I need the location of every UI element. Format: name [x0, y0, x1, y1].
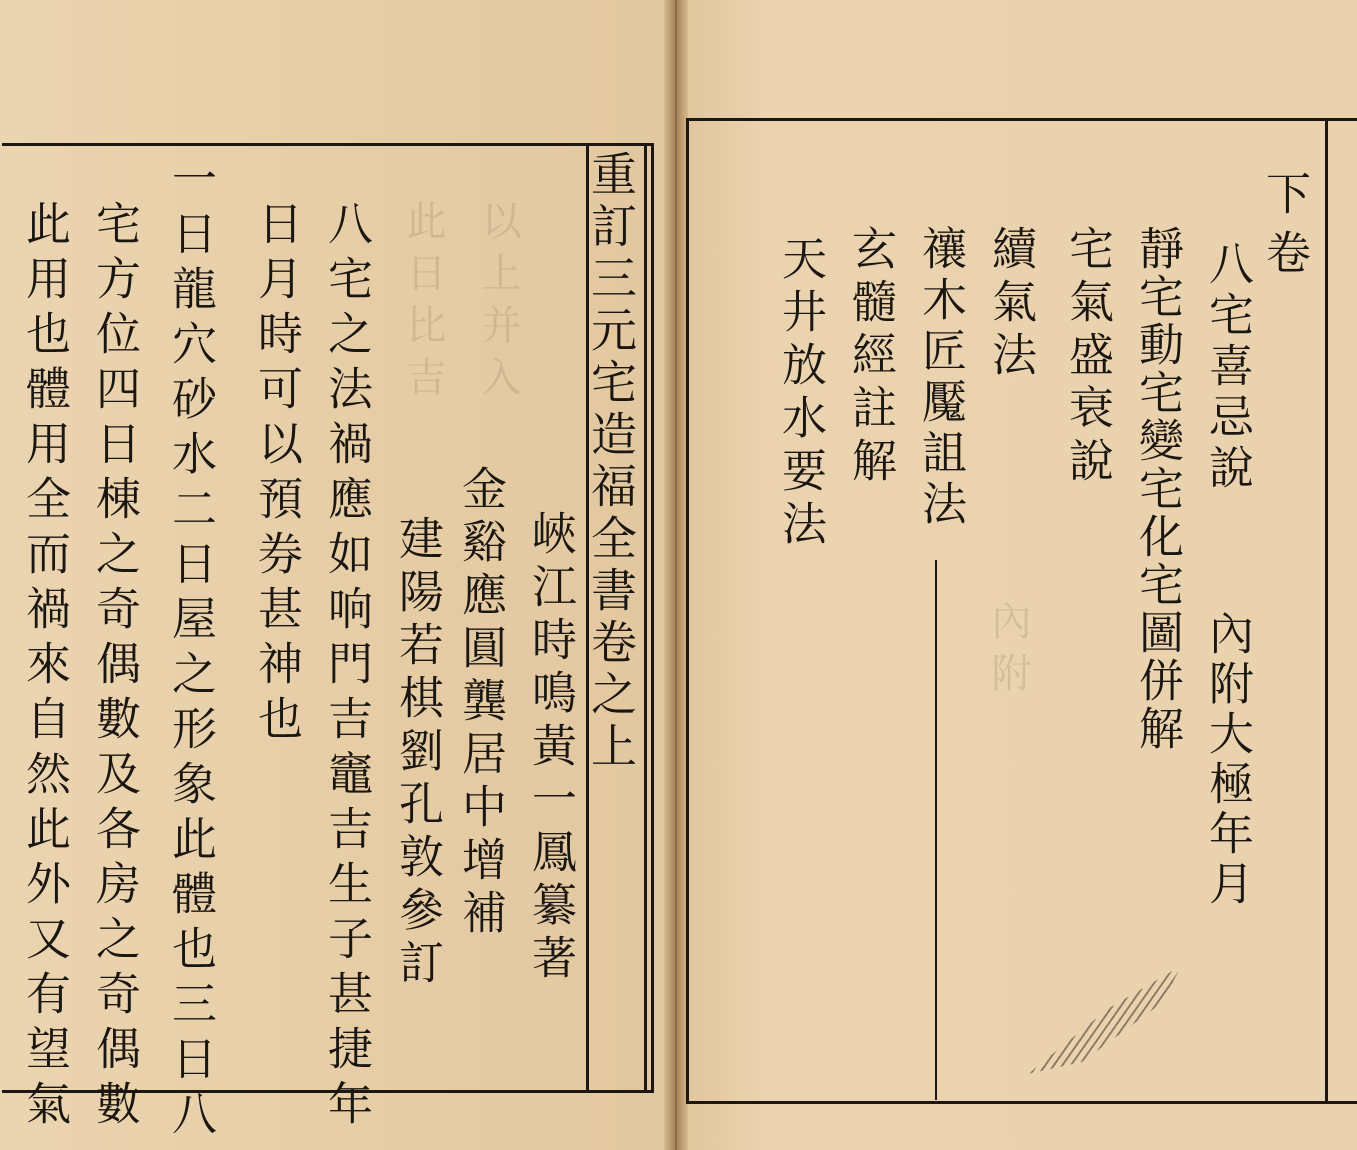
contents-note: 內附大極年月 — [1201, 610, 1254, 910]
book-gutter — [664, 0, 688, 1150]
volume-heading: 下卷 — [1258, 170, 1311, 288]
body-text-column-3: 一日龍穴砂水二日屋之形象此體也三日八 — [164, 155, 217, 1145]
body-text-column-1: 八宅之法禍應如响門吉竈吉生子甚捷年 — [320, 200, 373, 1135]
body-text-column-4: 宅方位四日棟之奇偶數及各房之奇偶數 — [88, 200, 141, 1135]
contents-entry-3: 宅氣盛衰說 — [1061, 225, 1114, 490]
divider-line — [935, 560, 937, 1100]
bleed-through-text: 內附 — [985, 600, 1031, 704]
contents-entry-1: 八宅喜忌說 — [1201, 240, 1254, 495]
bleed-through-text: 此日比吉 — [400, 200, 446, 408]
body-text-column-2: 日月時可以預券甚神也 — [250, 200, 303, 750]
bleed-through-text: 以上并入 — [475, 200, 521, 408]
contents-entry-6: 玄髓經註解 — [844, 225, 897, 490]
compiler-credit-2: 金谿應圓龔居中增補 — [454, 465, 507, 942]
contents-entry-4: 續氣法 — [984, 225, 1037, 384]
contents-entry-7: 天井放水要法 — [774, 235, 827, 553]
compiler-credit-3: 建陽若棋劉孔敦參訂 — [391, 515, 444, 992]
contents-entry-2: 靜宅動宅變宅化宅圖併解 — [1131, 225, 1184, 753]
edge-column-rule — [644, 143, 647, 1093]
contents-entry-5: 禳木匠魘詛法 — [914, 225, 967, 531]
body-text-column-5: 此用也體用全而禍來自然此外又有望氣 — [18, 200, 71, 1135]
book-title-column: 重訂三元宅造福全書卷之上 — [584, 150, 638, 774]
edge-column-rule-right — [1325, 118, 1328, 1104]
compiler-credit-1: 峽江時鳴黃一鳳纂著 — [524, 510, 577, 987]
